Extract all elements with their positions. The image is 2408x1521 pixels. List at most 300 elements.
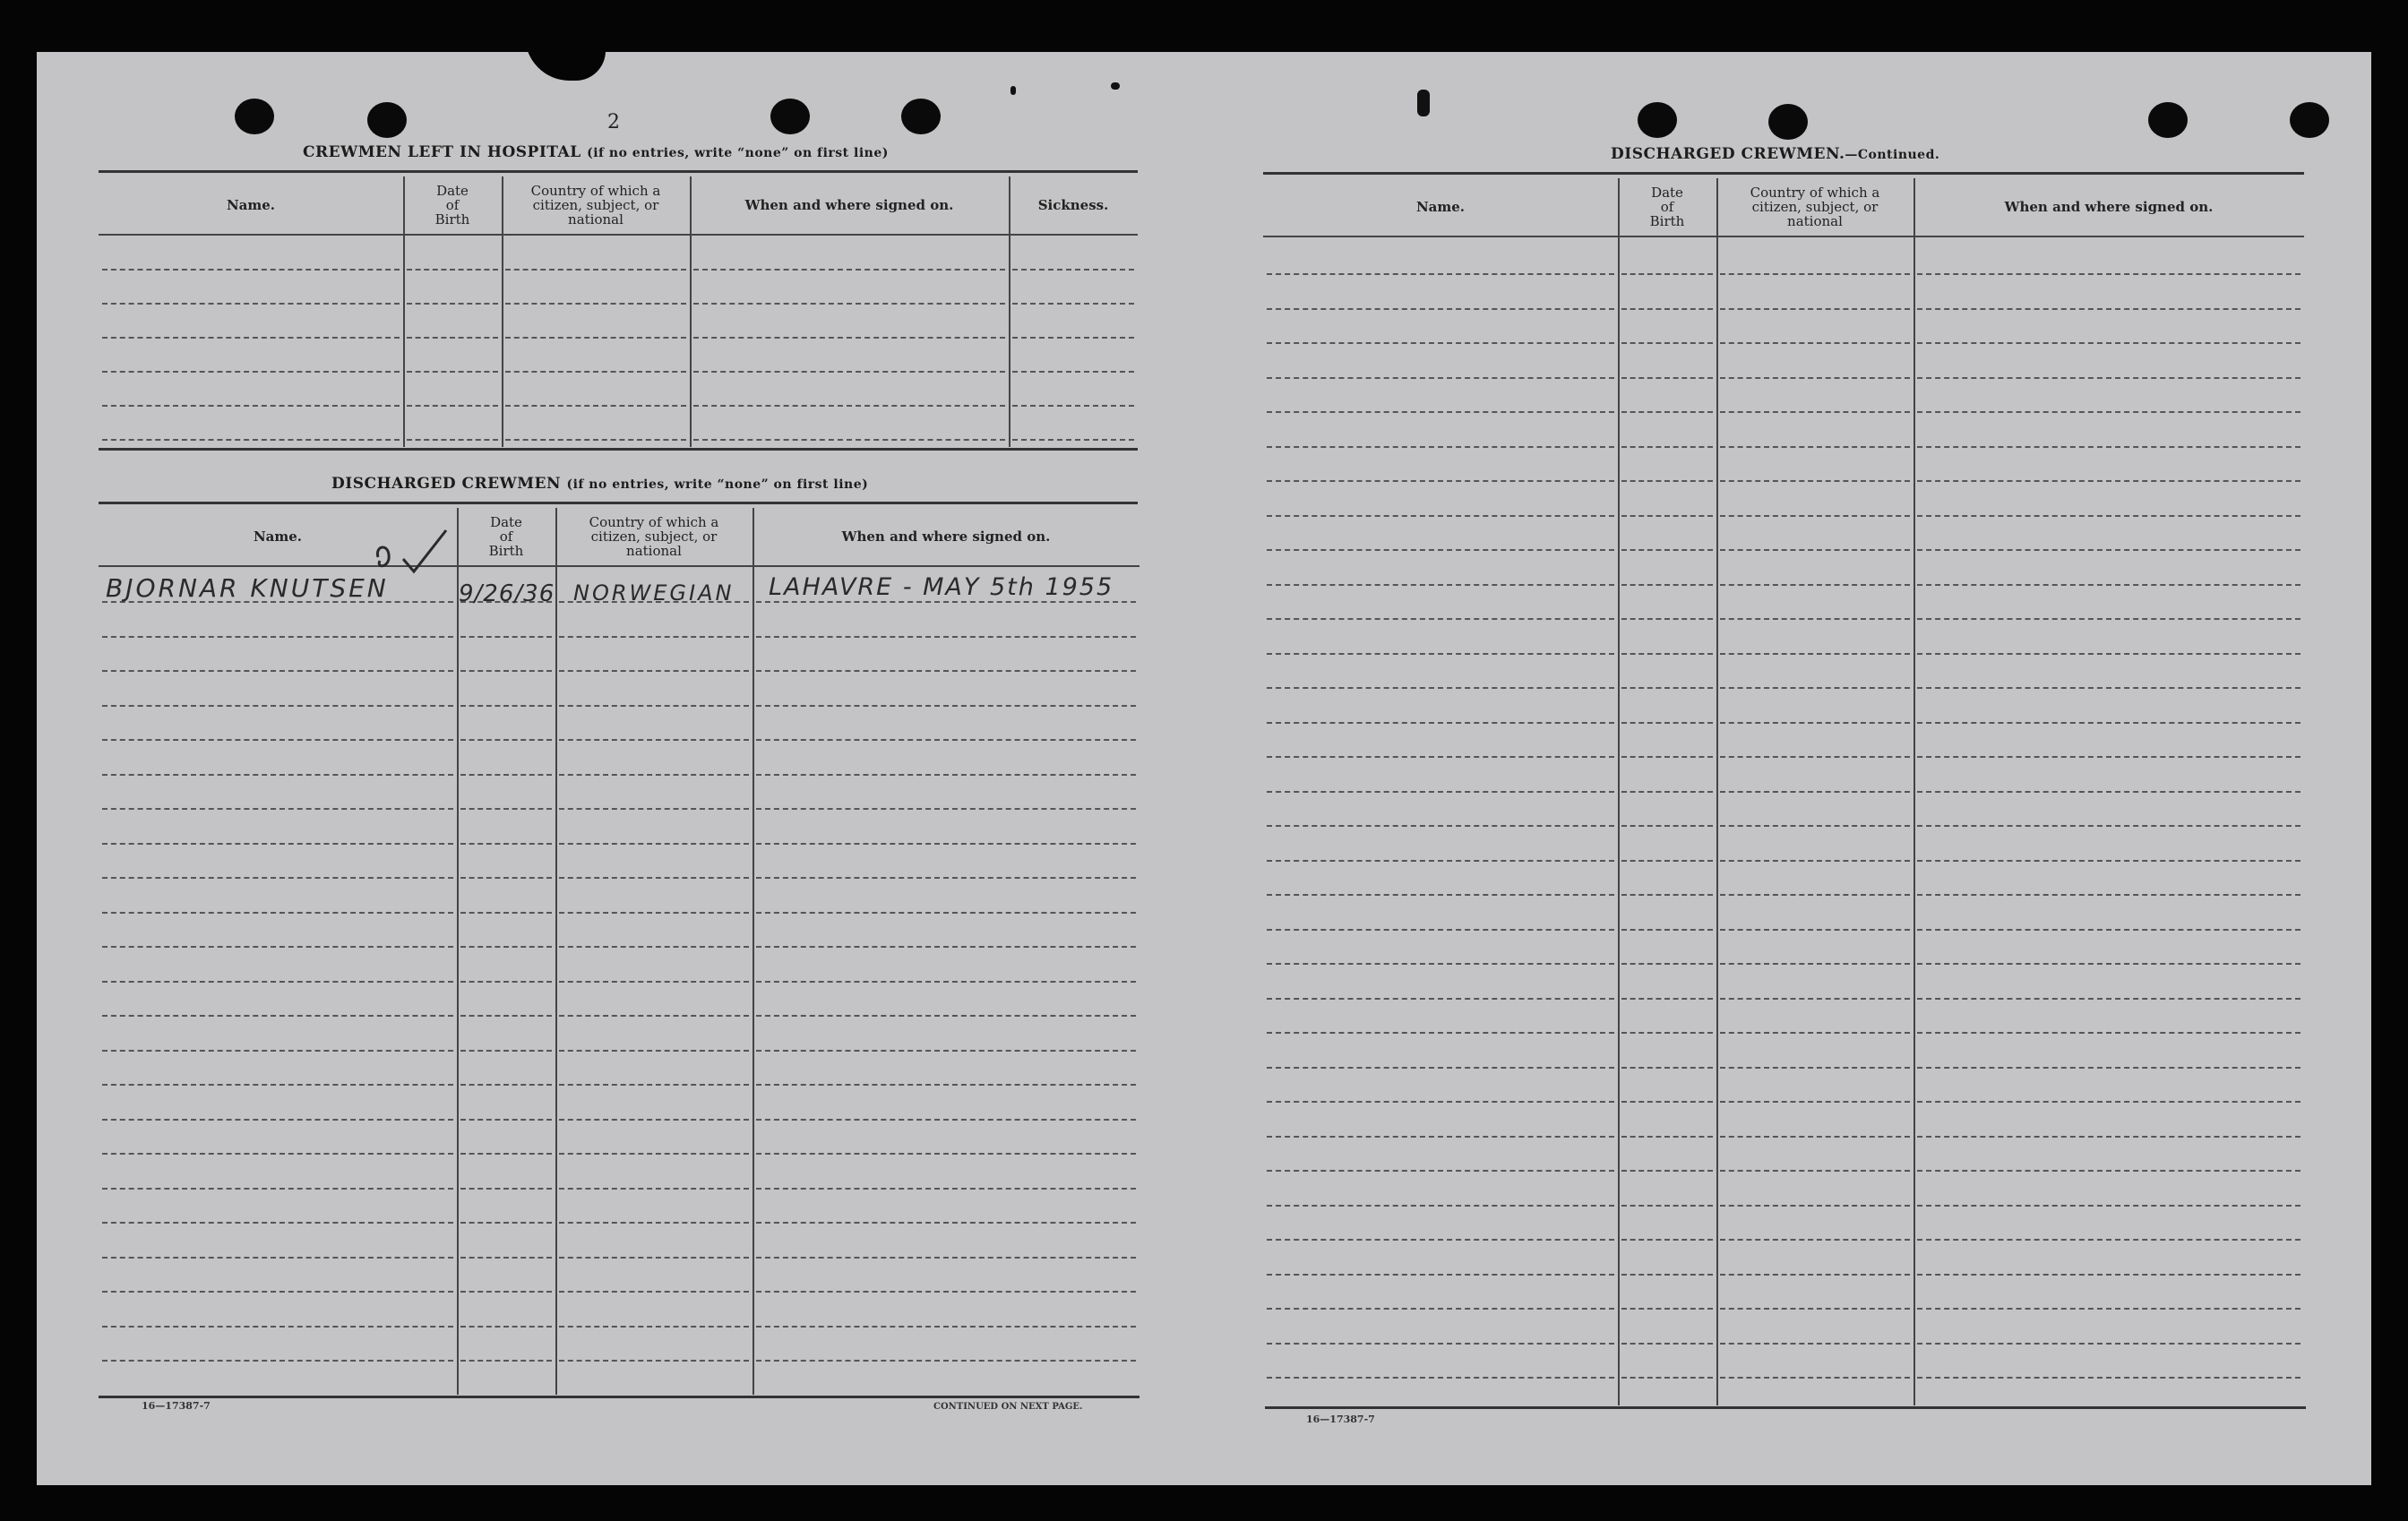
ruled-line bbox=[1267, 584, 1614, 586]
ruled-line bbox=[1720, 1239, 1910, 1241]
col-header-name: Name. bbox=[1415, 198, 1466, 215]
ruled-line bbox=[1267, 1343, 1614, 1345]
ruled-line bbox=[756, 808, 1136, 810]
ruled-line bbox=[102, 1153, 453, 1155]
punch-hole bbox=[1768, 104, 1808, 140]
ruled-line bbox=[1917, 1067, 2300, 1069]
entry-country: NORWEGIAN bbox=[573, 580, 735, 606]
ruled-line bbox=[1720, 1205, 1910, 1207]
ruled-line bbox=[1621, 1170, 1713, 1172]
ruled-line bbox=[756, 1360, 1136, 1362]
ruled-line bbox=[407, 337, 498, 339]
hospital-table bbox=[99, 176, 1138, 447]
ruled-line bbox=[102, 774, 453, 776]
right-title-suffix: —Continued. bbox=[1845, 148, 1940, 162]
ruled-line bbox=[102, 946, 453, 948]
ruled-line bbox=[756, 1153, 1136, 1155]
ruled-line bbox=[756, 774, 1136, 776]
right-form-number: 16—17387-7 bbox=[1306, 1414, 1375, 1425]
col-header-signed-on: When and where signed on. bbox=[744, 196, 954, 213]
ruled-line bbox=[1012, 303, 1134, 305]
column-divider bbox=[752, 508, 754, 1395]
ruled-line bbox=[1917, 1170, 2300, 1172]
ruled-line bbox=[1267, 480, 1614, 482]
column-divider bbox=[403, 176, 405, 447]
ruled-line bbox=[1720, 480, 1910, 482]
col-header-dob: Date of Birth bbox=[1649, 185, 1685, 229]
ruled-line bbox=[1267, 998, 1614, 1000]
ruled-line bbox=[1720, 1136, 1910, 1138]
ruled-line bbox=[1720, 411, 1910, 413]
ruled-line bbox=[756, 1291, 1136, 1293]
ruled-line bbox=[1621, 342, 1713, 344]
ruled-line bbox=[1917, 1239, 2300, 1241]
ruled-line bbox=[1917, 515, 2300, 517]
ruled-line bbox=[559, 843, 749, 845]
ruled-line bbox=[1720, 825, 1910, 827]
header-rule bbox=[99, 234, 1138, 236]
ruled-line bbox=[1621, 1308, 1713, 1310]
ruled-line bbox=[1720, 1308, 1910, 1310]
column-divider bbox=[1914, 178, 1915, 1405]
discharged-title: DISCHARGED CREWMEN bbox=[331, 475, 562, 493]
ruled-line bbox=[1621, 273, 1713, 275]
ruled-line bbox=[1917, 791, 2300, 793]
ruled-line bbox=[102, 705, 453, 707]
ruled-line bbox=[1267, 1308, 1614, 1310]
ruled-line bbox=[460, 705, 552, 707]
ruled-line bbox=[1267, 756, 1614, 758]
ruled-line bbox=[559, 1153, 749, 1155]
ruled-line bbox=[102, 1050, 453, 1052]
ruled-line bbox=[559, 774, 749, 776]
ruled-line bbox=[559, 1050, 749, 1052]
ruled-line bbox=[756, 705, 1136, 707]
ruled-line bbox=[1621, 687, 1713, 689]
ruled-line bbox=[1720, 756, 1910, 758]
discharged-instruction: (if no entries, write “none” on first line) bbox=[566, 477, 869, 492]
ruled-line bbox=[1267, 860, 1614, 862]
ruled-line bbox=[102, 912, 453, 914]
ruled-line bbox=[1720, 584, 1910, 586]
ruled-line bbox=[756, 1050, 1136, 1052]
ruled-line bbox=[1267, 411, 1614, 413]
col-header-sickness: Sickness. bbox=[1037, 196, 1109, 213]
ruled-line bbox=[460, 670, 552, 672]
ruled-line bbox=[1267, 687, 1614, 689]
ruled-line bbox=[1621, 515, 1713, 517]
ruled-line bbox=[1621, 963, 1713, 965]
ruled-line bbox=[102, 1291, 453, 1293]
ruled-line bbox=[559, 1119, 749, 1121]
col-header-name: Name. bbox=[226, 196, 276, 213]
column-divider bbox=[457, 508, 459, 1395]
ruled-line bbox=[559, 981, 749, 983]
ruled-line bbox=[1720, 549, 1910, 551]
ruled-line bbox=[1621, 894, 1713, 896]
ruled-line bbox=[1267, 1101, 1614, 1103]
ruled-line bbox=[1621, 653, 1713, 655]
ruled-line bbox=[559, 1188, 749, 1190]
ruled-line bbox=[505, 337, 686, 339]
ruled-line bbox=[1621, 1239, 1713, 1241]
ruled-line bbox=[102, 303, 400, 305]
ruled-line bbox=[460, 946, 552, 948]
ruled-line bbox=[1621, 1136, 1713, 1138]
ruled-line bbox=[1621, 480, 1713, 482]
ruled-line bbox=[1267, 273, 1614, 275]
ruled-line bbox=[756, 636, 1136, 638]
discharged-section-title bbox=[331, 475, 868, 493]
ruled-line bbox=[559, 739, 749, 741]
ruled-line bbox=[1917, 722, 2300, 724]
ruled-line bbox=[102, 371, 400, 373]
ruled-line bbox=[693, 371, 1005, 373]
ruled-line bbox=[460, 636, 552, 638]
ruled-line bbox=[756, 946, 1136, 948]
ruled-line bbox=[559, 1222, 749, 1224]
ruled-line bbox=[1621, 377, 1713, 379]
ruled-line bbox=[505, 439, 686, 441]
ruled-line bbox=[1621, 1343, 1713, 1345]
continued-note: CONTINUED ON NEXT PAGE. bbox=[933, 1402, 1083, 1412]
ruled-line bbox=[756, 1015, 1136, 1017]
ruled-line bbox=[559, 1257, 749, 1259]
col-header-dob: Date of Birth bbox=[488, 514, 524, 559]
ruled-line bbox=[1621, 618, 1713, 620]
header-rule bbox=[99, 565, 1140, 567]
punch-hole bbox=[770, 99, 810, 134]
ruled-line bbox=[756, 843, 1136, 845]
ruled-line bbox=[1621, 549, 1713, 551]
ruled-line bbox=[1917, 998, 2300, 1000]
ruled-line bbox=[756, 1084, 1136, 1086]
ruled-line bbox=[460, 774, 552, 776]
ruled-line bbox=[1267, 791, 1614, 793]
paper-speck bbox=[1417, 90, 1430, 116]
ruled-line bbox=[1720, 894, 1910, 896]
ruled-line bbox=[1917, 825, 2300, 827]
ruled-line bbox=[1621, 929, 1713, 931]
ruled-line bbox=[1621, 998, 1713, 1000]
ruled-line bbox=[102, 1257, 453, 1259]
ruled-line bbox=[102, 808, 453, 810]
col-header-signed-on: When and where signed on. bbox=[841, 528, 1051, 545]
right-title: DISCHARGED CREWMEN. bbox=[1611, 145, 1845, 163]
ruled-line bbox=[1917, 377, 2300, 379]
column-divider bbox=[555, 508, 557, 1395]
ruled-line bbox=[559, 1015, 749, 1017]
ruled-line bbox=[1720, 618, 1910, 620]
ruled-line bbox=[693, 337, 1005, 339]
entry-signed-on: LAHAVRE - MAY 5th 1955 bbox=[769, 573, 1114, 601]
ruled-line bbox=[1267, 1205, 1614, 1207]
ruled-line bbox=[407, 371, 498, 373]
ruled-line bbox=[460, 1119, 552, 1121]
ruled-line bbox=[102, 636, 453, 638]
ruled-line bbox=[460, 1360, 552, 1362]
col-header-signed-on: When and where signed on. bbox=[2004, 198, 2214, 215]
ruled-line bbox=[1720, 1377, 1910, 1379]
ruled-line bbox=[505, 303, 686, 305]
col-header-name: Name. bbox=[253, 528, 303, 545]
ruled-line bbox=[1720, 963, 1910, 965]
punch-hole bbox=[367, 102, 407, 138]
ruled-line bbox=[1267, 618, 1614, 620]
ruled-line bbox=[460, 808, 552, 810]
ruled-line bbox=[102, 1188, 453, 1190]
ruled-line bbox=[1917, 1343, 2300, 1345]
ruled-line bbox=[1720, 722, 1910, 724]
discharged-table bbox=[99, 508, 1140, 1395]
ruled-line bbox=[102, 1119, 453, 1121]
ruled-line bbox=[1917, 446, 2300, 448]
ruled-line bbox=[102, 1084, 453, 1086]
hospital-bottom-rule bbox=[99, 448, 1138, 451]
hospital-title: CREWMEN LEFT IN HOSPITAL bbox=[303, 143, 581, 161]
ruled-line bbox=[559, 877, 749, 879]
ruled-line bbox=[460, 981, 552, 983]
ruled-line bbox=[460, 1015, 552, 1017]
right-bottom-rule bbox=[1265, 1406, 2306, 1409]
ruled-line bbox=[1621, 722, 1713, 724]
ruled-line bbox=[407, 439, 498, 441]
ruled-line bbox=[756, 1257, 1136, 1259]
ruled-line bbox=[1621, 1032, 1713, 1034]
ruled-line bbox=[460, 912, 552, 914]
ruled-line bbox=[1720, 446, 1910, 448]
ruled-line bbox=[1720, 1101, 1910, 1103]
ruled-line bbox=[1917, 342, 2300, 344]
ruled-line bbox=[1917, 653, 2300, 655]
ruled-line bbox=[1917, 756, 2300, 758]
ruled-line bbox=[1720, 791, 1910, 793]
ruled-line bbox=[1267, 1377, 1614, 1379]
ruled-line bbox=[1917, 963, 2300, 965]
ruled-line bbox=[1621, 1274, 1713, 1276]
ruled-line bbox=[1267, 1274, 1614, 1276]
ruled-line bbox=[1621, 1205, 1713, 1207]
ruled-line bbox=[1917, 894, 2300, 896]
ruled-line bbox=[559, 1326, 749, 1328]
ruled-line bbox=[1267, 1032, 1614, 1034]
ruled-line bbox=[1012, 405, 1134, 407]
ruled-line bbox=[102, 269, 400, 271]
ruled-line bbox=[1917, 1308, 2300, 1310]
column-divider bbox=[1009, 176, 1010, 447]
ruled-line bbox=[1917, 618, 2300, 620]
ruled-line bbox=[1917, 1032, 2300, 1034]
ruled-line bbox=[1267, 963, 1614, 965]
ruled-line bbox=[1621, 1067, 1713, 1069]
ruled-line bbox=[102, 739, 453, 741]
ruled-line bbox=[1720, 998, 1910, 1000]
entry-name: BJORNAR KNUTSEN bbox=[106, 573, 389, 603]
column-divider bbox=[1618, 178, 1620, 1405]
ruled-line bbox=[1917, 860, 2300, 862]
ruled-line bbox=[1917, 411, 2300, 413]
ruled-line bbox=[1621, 446, 1713, 448]
column-divider bbox=[502, 176, 503, 447]
ruled-line bbox=[1012, 269, 1134, 271]
ruled-line bbox=[1621, 1101, 1713, 1103]
ruled-line bbox=[102, 843, 453, 845]
ruled-line bbox=[505, 269, 686, 271]
ruled-line bbox=[1917, 687, 2300, 689]
entry-dob: 9/26/36 bbox=[459, 580, 555, 607]
ruled-line bbox=[1267, 342, 1614, 344]
ruled-line bbox=[559, 1360, 749, 1362]
ruled-line bbox=[102, 670, 453, 672]
ruled-line bbox=[102, 877, 453, 879]
ruled-line bbox=[1720, 1067, 1910, 1069]
ruled-line bbox=[559, 670, 749, 672]
ruled-line bbox=[756, 1119, 1136, 1121]
ruled-line bbox=[756, 912, 1136, 914]
ruled-line bbox=[460, 1153, 552, 1155]
ruled-line bbox=[1917, 1101, 2300, 1103]
ruled-line bbox=[102, 337, 400, 339]
ruled-line bbox=[1917, 929, 2300, 931]
ruled-line bbox=[1917, 1377, 2300, 1379]
ruled-line bbox=[460, 1222, 552, 1224]
ruled-line bbox=[559, 1084, 749, 1086]
ruled-line bbox=[407, 405, 498, 407]
ruled-line bbox=[1267, 722, 1614, 724]
ruled-line bbox=[1621, 825, 1713, 827]
discharged-bottom-rule bbox=[99, 1396, 1140, 1398]
punch-hole bbox=[235, 99, 274, 134]
ruled-line bbox=[1267, 929, 1614, 931]
column-divider bbox=[690, 176, 692, 447]
ruled-line bbox=[1267, 894, 1614, 896]
ruled-line bbox=[756, 1326, 1136, 1328]
ruled-line bbox=[693, 269, 1005, 271]
ruled-line bbox=[1621, 308, 1713, 310]
ruled-line bbox=[102, 1222, 453, 1224]
ruled-line bbox=[1267, 825, 1614, 827]
ruled-line bbox=[1267, 446, 1614, 448]
ruled-line bbox=[559, 946, 749, 948]
ruled-line bbox=[1267, 1170, 1614, 1172]
ruled-line bbox=[102, 1360, 453, 1362]
ruled-line bbox=[1012, 371, 1134, 373]
ruled-line bbox=[1720, 377, 1910, 379]
ruled-line bbox=[1720, 1343, 1910, 1345]
ruled-line bbox=[460, 843, 552, 845]
hospital-top-rule bbox=[99, 170, 1138, 173]
ruled-line bbox=[1720, 308, 1910, 310]
ruled-line bbox=[1917, 584, 2300, 586]
punch-hole bbox=[1638, 102, 1677, 138]
ruled-line bbox=[1917, 1274, 2300, 1276]
ruled-line bbox=[1267, 515, 1614, 517]
ruled-line bbox=[1720, 273, 1910, 275]
ruled-line bbox=[1720, 342, 1910, 344]
ruled-line bbox=[505, 371, 686, 373]
ruled-line bbox=[505, 405, 686, 407]
ruled-line bbox=[693, 405, 1005, 407]
column-divider bbox=[1716, 178, 1718, 1405]
punch-hole bbox=[2290, 102, 2329, 138]
ruled-line bbox=[102, 1015, 453, 1017]
ruled-line bbox=[559, 912, 749, 914]
paper-speck bbox=[1111, 82, 1120, 90]
right-discharged-table bbox=[1263, 178, 2304, 1405]
ruled-line bbox=[102, 1326, 453, 1328]
ruled-line bbox=[559, 636, 749, 638]
ruled-line bbox=[1720, 515, 1910, 517]
ruled-line bbox=[1720, 1274, 1910, 1276]
ruled-line bbox=[1267, 1136, 1614, 1138]
col-header-country: Country of which a citizen, subject, or national bbox=[589, 514, 719, 559]
ruled-line bbox=[1917, 1136, 2300, 1138]
right-section-title bbox=[1611, 145, 1939, 163]
ruled-line bbox=[460, 1326, 552, 1328]
ruled-line bbox=[1621, 756, 1713, 758]
ruled-line bbox=[1267, 308, 1614, 310]
ruled-line bbox=[1720, 687, 1910, 689]
ruled-line bbox=[1917, 1205, 2300, 1207]
ruled-line bbox=[407, 269, 498, 271]
ruled-line bbox=[1267, 1067, 1614, 1069]
ruled-line bbox=[756, 739, 1136, 741]
hospital-section-title bbox=[303, 143, 889, 161]
checkmark-icon bbox=[371, 525, 452, 588]
ruled-line bbox=[1012, 337, 1134, 339]
ruled-line bbox=[756, 877, 1136, 879]
col-header-country: Country of which a citizen, subject, or national bbox=[1750, 185, 1880, 229]
ruled-line bbox=[460, 877, 552, 879]
col-header-dob: Date of Birth bbox=[434, 183, 470, 228]
ruled-line bbox=[1621, 411, 1713, 413]
ruled-line bbox=[756, 670, 1136, 672]
ruled-line bbox=[460, 1050, 552, 1052]
ruled-line bbox=[756, 1188, 1136, 1190]
ruled-line bbox=[756, 1222, 1136, 1224]
hospital-instruction: (if no entries, write “none” on first line) bbox=[587, 146, 889, 160]
ruled-line bbox=[1012, 439, 1134, 441]
ruled-line bbox=[460, 1291, 552, 1293]
ruled-line bbox=[1720, 653, 1910, 655]
ruled-line bbox=[1267, 377, 1614, 379]
ruled-line bbox=[460, 739, 552, 741]
ruled-line bbox=[102, 405, 400, 407]
ruled-line bbox=[407, 303, 498, 305]
ruled-line bbox=[559, 1291, 749, 1293]
ruled-line bbox=[1917, 273, 2300, 275]
ruled-line bbox=[1720, 860, 1910, 862]
ruled-line bbox=[1720, 929, 1910, 931]
ruled-line bbox=[1917, 308, 2300, 310]
ruled-line bbox=[1917, 480, 2300, 482]
ruled-line bbox=[1621, 860, 1713, 862]
ruled-line bbox=[1267, 653, 1614, 655]
punch-hole bbox=[2148, 102, 2188, 138]
ruled-line bbox=[102, 981, 453, 983]
paper-speck bbox=[1010, 86, 1016, 95]
ruled-line bbox=[559, 705, 749, 707]
ruled-line bbox=[1621, 1377, 1713, 1379]
col-header-country: Country of which a citizen, subject, or national bbox=[530, 183, 661, 228]
ruled-line bbox=[102, 439, 400, 441]
ruled-line bbox=[559, 808, 749, 810]
right-top-rule bbox=[1263, 172, 2304, 175]
ruled-line bbox=[1267, 1239, 1614, 1241]
header-rule bbox=[1263, 236, 2304, 237]
ruled-line bbox=[460, 1084, 552, 1086]
ruled-line bbox=[460, 1188, 552, 1190]
